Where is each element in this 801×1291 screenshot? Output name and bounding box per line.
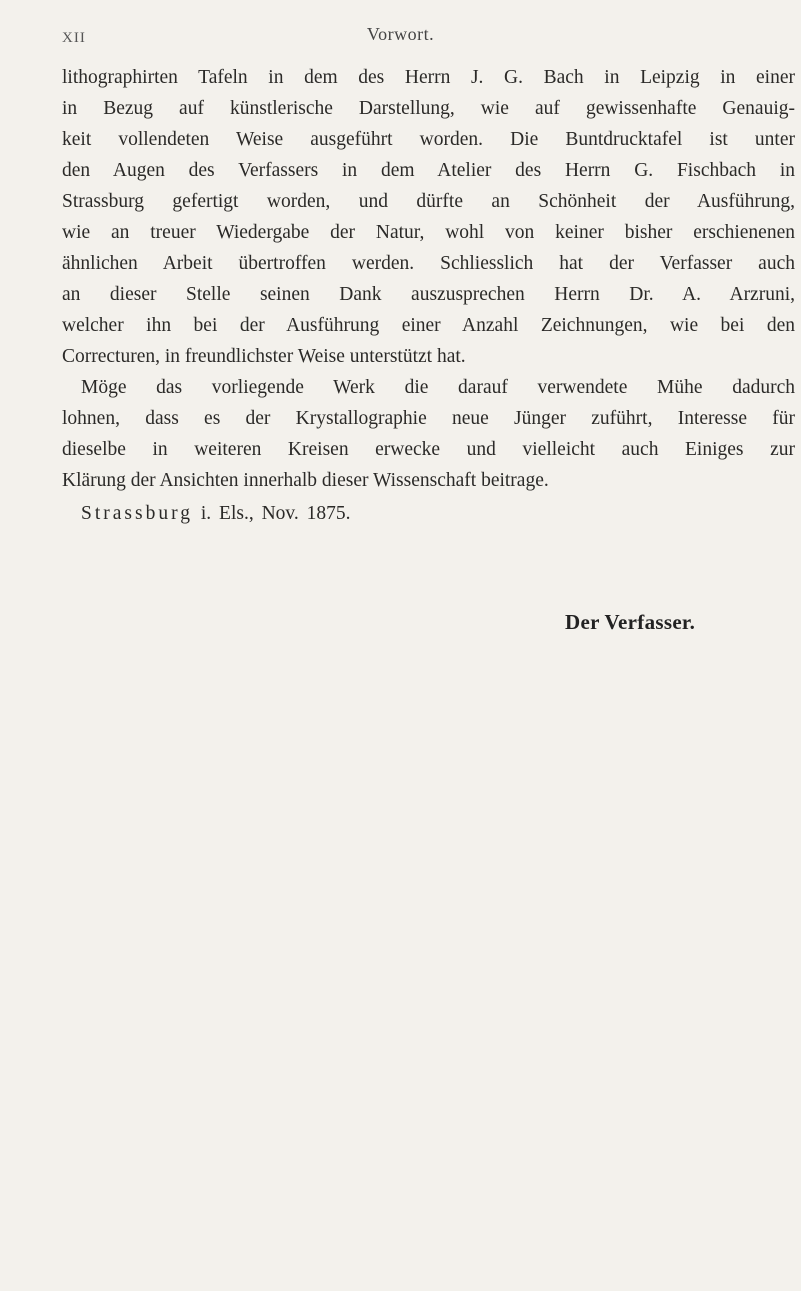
page-number: XII xyxy=(62,30,86,46)
text-line: an dieser Stelle seinen Dank auszusprechen Herrn Dr. A. Arzruni, xyxy=(62,284,795,305)
text-line: wie an treuer Wiedergabe der Natur, wohl von keiner bisher erschienenen xyxy=(62,222,795,243)
paragraph-2 xyxy=(62,372,795,496)
signature: Der Verfasser. xyxy=(565,610,696,634)
text-line: ähnlichen Arbeit übertroffen werden. Schliesslich hat der Verfasser auch xyxy=(62,253,795,274)
text-line: in Bezug auf künstlerische Darstellung, wie auf gewissenhafte Genauig- xyxy=(62,98,795,119)
text-line: Möge das vorliegende Werk die darauf verwendete Mühe dadurch xyxy=(81,377,795,398)
text-line: welcher ihn bei der Ausführung einer Anzahl Zeichnungen, wie bei den xyxy=(62,315,795,336)
preface-body xyxy=(62,62,795,496)
text-line: lohnen, dass es der Krystallographie neue Jünger zuführt, Interesse für xyxy=(62,408,795,429)
running-title: Vorwort. xyxy=(366,24,435,44)
closing-place: Strassburg xyxy=(81,503,193,524)
paragraph-1 xyxy=(62,62,795,372)
closing-date: i. Els., Nov. 1875. xyxy=(200,503,351,524)
place-date-line xyxy=(81,498,351,529)
text-line: Strassburg gefertigt worden, und dürfte an Schönheit der Ausführung, xyxy=(62,191,795,212)
text-line: keit vollendeten Weise ausgeführt worden. Die Buntdrucktafel ist unter xyxy=(62,129,795,150)
text-line: dieselbe in weiteren Kreisen erwecke und vielleicht auch Einiges zur xyxy=(62,439,795,460)
text-line: Klärung der Ansichten innerhalb dieser Wissenschaft beitrage. xyxy=(62,470,549,491)
text-line: den Augen des Verfassers in dem Atelier des Herrn G. Fischbach in xyxy=(62,160,795,181)
text-line: Correcturen, in freundlichster Weise unterstützt hat. xyxy=(62,346,466,367)
text-line: lithographirten Tafeln in dem des Herrn J. G. Bach in Leipzig in einer xyxy=(62,67,795,88)
